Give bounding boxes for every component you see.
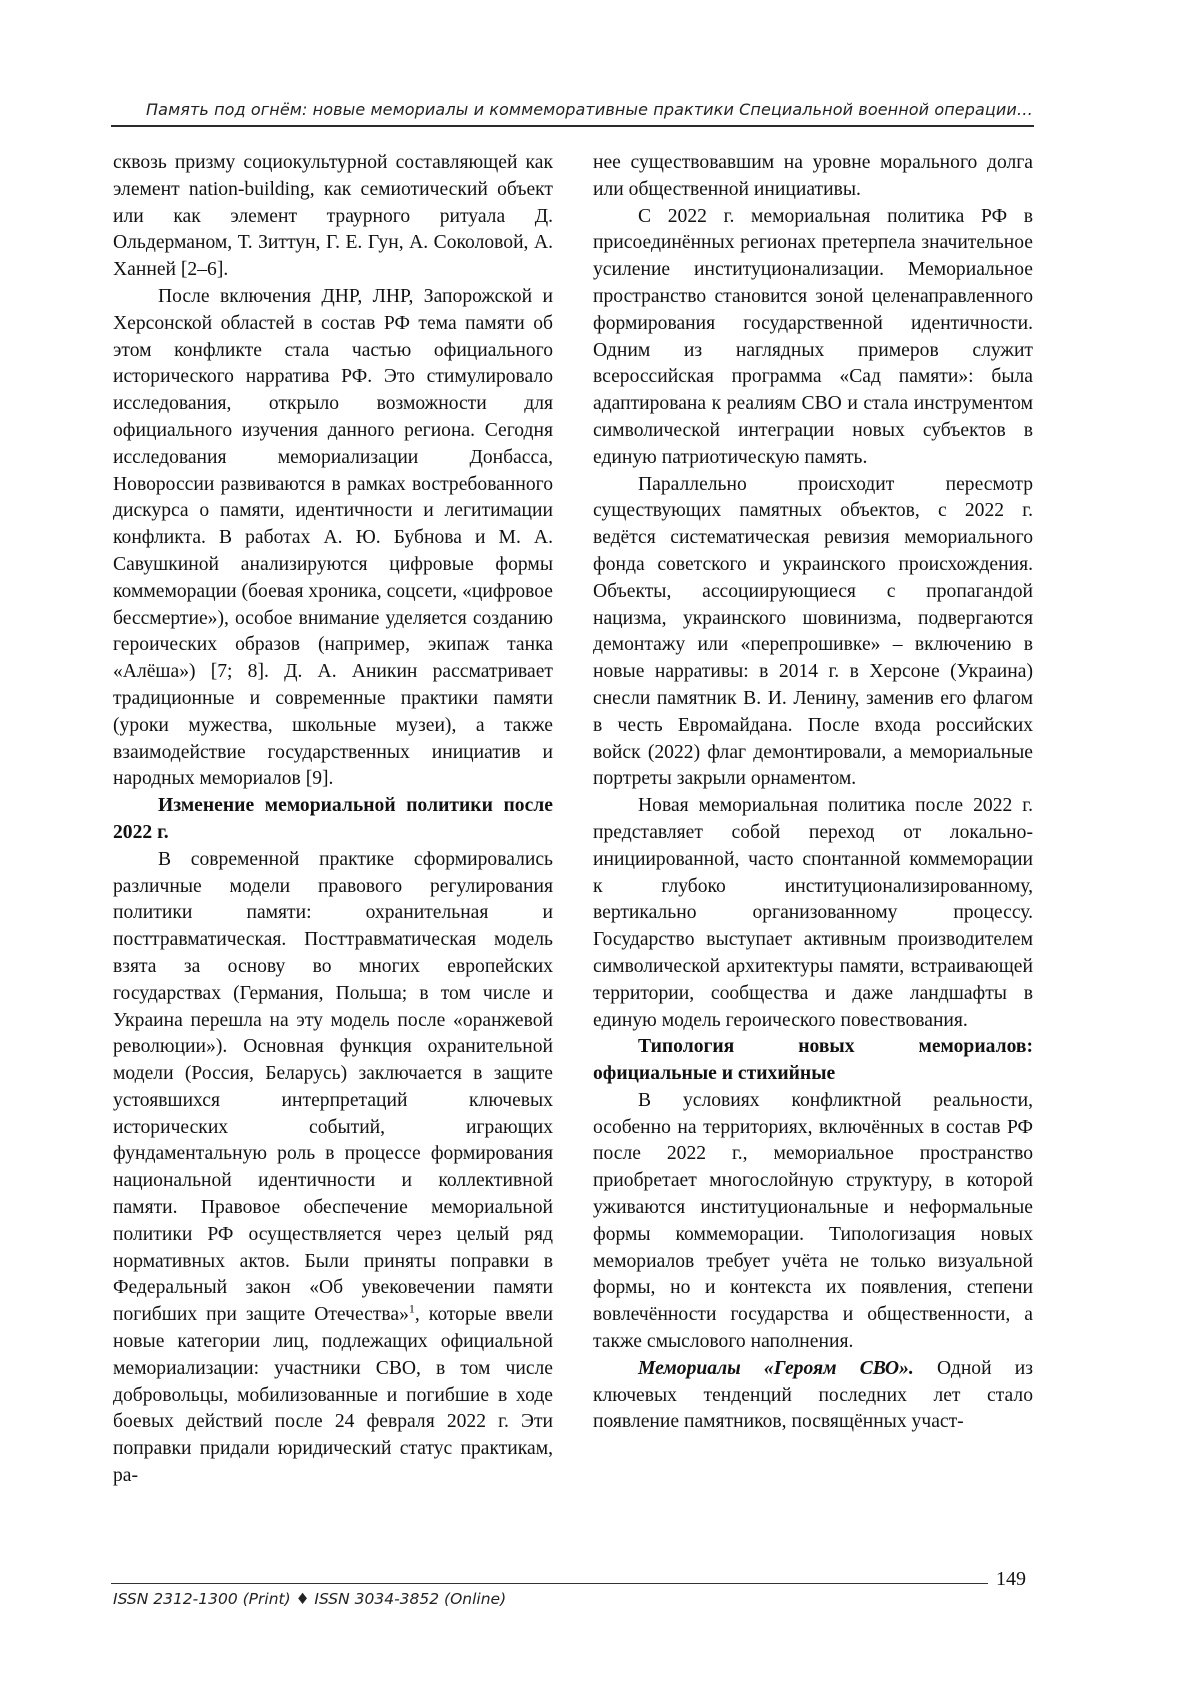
footnote-reference[interactable]: 1 (408, 1301, 415, 1316)
running-header: Память под огнём: новые мемориалы и коммеморативные практики Специальной военной операции… (146, 100, 1033, 119)
right-paragraph-2: С 2022 г. мемориальная политика РФ в присоединённых регионах претерпела значительное усиление институционализации. Мемориальное пространство становится зоной целенаправленного формирования государственной идентичности. Одним из наглядных примеров служит всероссийская программа «Сад памяти»: была адаптирована к реалиям СВО и стала инструментом символической интеграции новых субъектов в единую патриотическую память. (593, 205, 1033, 468)
left-column (113, 150, 553, 1490)
footer-rule (111, 1583, 988, 1584)
right-paragraph-6 (593, 1356, 1033, 1436)
run-in-heading: Мемориалы «Героям СВО». (638, 1357, 914, 1379)
left-paragraph-3-text-a: В современной практике сформировались различные модели правового регулирования политики памяти: охранительная и посттравматическая. Посттравматическая модель взята за основу во многих европейских государствах (Германия, Польша; в том числе и Украина перешла на эту модель после «оранжевой революции»). Основная функция охранительной модели (Россия, Беларусь) заключается в защите устоявшихся интерпретаций ключевых исторических событий, играющих фундаментальную роль в процессе формирования национальной идентичности и коллективной памяти. Правовое обеспечение мемориальной политики РФ осуществляется через целый ряд нормативных актов. Были приняты поправки в Федеральный закон «Об увековечении памяти погибших при защите Отечества» (113, 848, 553, 1326)
right-column (593, 150, 1033, 1436)
left-paragraph-1: сквозь призму социокультурной составляющей как элемент nation-building, как семиотический объект или как элемент траурного ритуала Д. Ольдерманом, Т. Зиттун, Г. Е. Гун, А. Соколовой, А. Ханней [2–6]. (113, 152, 553, 281)
right-paragraph-3: Параллельно происходит пересмотр существующих памятных объектов, с 2022 г. ведётся систематическая ревизия мемориального фонда советского и украинского происхождения. Объекты, ассоциирующиеся с пропагандой нацизма, украинского шовинизма, подвергаются демонтажу или «перепрошивке» – включению в новые нарративы: в 2014 г. в Херсоне (Украина) снесли памятник В. И. Ленину, заменив его флагом в честь Евромайдана. После входа российских войск (2022) флаг демонтировали, а мемориальные портреты закрыли орнаментом. (593, 473, 1033, 790)
left-paragraph-3-text-b: , которые ввели новые категории лиц, подлежащих официальной мемориализации: участники СВО, в том числе добровольцы, мобилизованные и погибшие в ходе боевых действий после 24 февраля 2022 г. Эти поправки придали юридический статус практикам, ра- (113, 1304, 553, 1487)
page-number: 149 (996, 1568, 1026, 1590)
section-heading-typology: Типология новых мемориалов: официальные и стихийные (593, 1036, 1033, 1085)
left-paragraph-2: После включения ДНР, ЛНР, Запорожской и Херсонской областей в состав РФ тема памяти об этом конфликте стала частью официального исторического нарратива РФ. Это стимулировало исследования, открыло возможности для официального изучения данного региона. Сегодня исследования мемориализации Донбасса, Новороссии развиваются в рамках востребованного дискурса о памяти, идентичности и легитимации конфликта. В работах А. Ю. Бубнова и М. А. Савушкиной анализируются цифровые формы коммеморации (боевая хроника, соцсети, «цифровое бессмертие»), особое внимание уделяется созданию героических образов (например, экипаж танка «Алёша») [7; 8]. Д. А. Аникин рассматривает традиционные и современные практики памяти (уроки мужества, школьные музеи), а также взаимодействие государственных инициатив и народных мемориалов [9]. (113, 285, 553, 790)
left-paragraph-3 (113, 847, 553, 1490)
section-heading-memorial-policy: Изменение мемориальной политики после 2022 г. (113, 795, 553, 843)
header-rule (111, 125, 1034, 127)
right-paragraph-6-text: Одной из ключевых тенденций последних лет стало появление памятников, посвящённых участ- (593, 1357, 1034, 1433)
right-paragraph-1: нее существовавшим на уровне морального долга или общественной инициативы. (593, 152, 1033, 200)
issn-line: ISSN 2312-1300 (Print) ♦ ISSN 3034-3852 (Online) (113, 1590, 507, 1608)
right-paragraph-4: Новая мемориальная политика после 2022 г. представляет собой переход от локально-инициированной, часто спонтанной коммеморации к глубоко институционализированному, вертикально организованному процессу. Государство выступает активным производителем символической архитектуры памяти, встраивающей территории, сообщества и даже ландшафты в единую модель героического повествования. (593, 795, 1033, 1031)
right-paragraph-5: В условиях конфликтной реальности, особенно на территориях, включённых в состав РФ после 2022 г., мемориальное пространство приобретает многослойную структуру, в которой уживаются институциональные и неформальные формы коммеморации. Типологизация новых мемориалов требует учёта не только визуальной формы, но и контекста их появления, степени вовлечённости государства и общественности, а также смыслового наполнения. (593, 1089, 1033, 1353)
